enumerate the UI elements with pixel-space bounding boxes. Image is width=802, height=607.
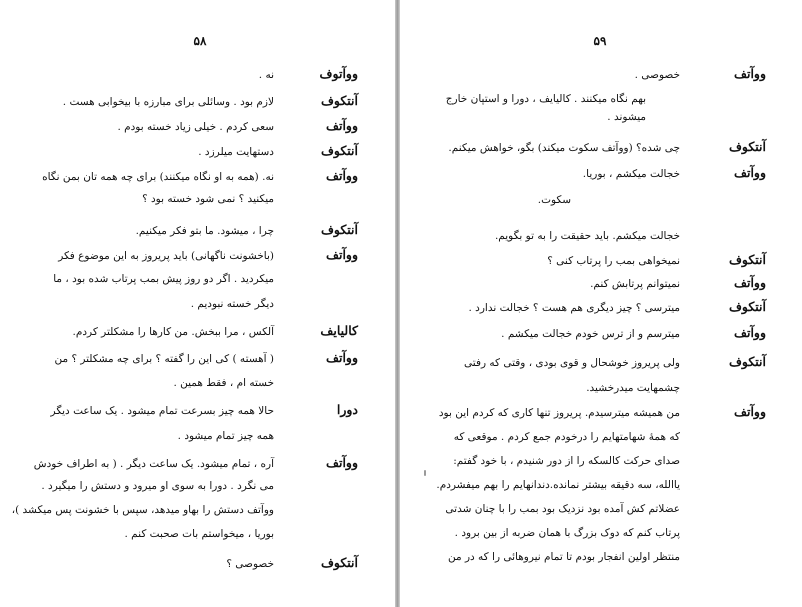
dialogue-line: چشمهایت میدرخشید. (586, 382, 680, 394)
speaker-name: ووآتف (734, 404, 766, 419)
speaker-name: ووآتف (326, 455, 358, 470)
right-page (404, 0, 796, 607)
speaker-name: آنتکوف (320, 555, 358, 570)
dialogue-line: نمیخواهی بمب را پرتاب کنی ؟ (547, 255, 680, 267)
dialogue-line: (باخشونت ناگهانی) باید پریروز به این موضوع فکر (58, 250, 274, 262)
speaker-name: آنتکوف (728, 139, 766, 154)
dialogue-line: میترسی ؟ چیز دیگری هم هست ؟ خجالت ندارد . (468, 302, 680, 314)
speaker-name: ووآتف (326, 168, 358, 183)
page-number: ۵۹ (593, 34, 607, 48)
dialogue-line: بوریا ، میخواستم بات صحبت کنم . (124, 528, 274, 540)
dialogue-line: ووآتف دستش را بهاو میدهد، سپس با خشونت پس میکشد )، (11, 504, 274, 516)
dialogue-line: می نگرد . دورا به سوی او میرود و دستش را میگیرد . (41, 480, 274, 492)
speaker-name: آنتکوف (728, 299, 766, 314)
dialogue-line: نه . (258, 69, 274, 81)
dialogue-line: دستهایت میلرزد . (198, 146, 274, 158)
speaker-name: کالیایف (320, 323, 358, 338)
dialogue-line: نمیتوانم پرتابش کنم. (590, 278, 680, 290)
speaker-name: آنتکوف (320, 222, 358, 237)
dialogue-line: آره ، تمام میشود. یک ساعت دیگر . ( به اطراف خودش (33, 458, 274, 470)
dialogue-line: سکوت. (537, 194, 571, 206)
speaker-name: آنتکوف (728, 252, 766, 267)
dialogue-line: میکنید ؟ نمی شود خسته بود ؟ (142, 193, 274, 205)
dialogue-line: نه. (همه به او نگاه میکنند) برای چه همه تان بمن نگاه (42, 171, 274, 183)
page-smudge (424, 470, 426, 476)
dialogue-line: دیگر خسته نبودیم . (190, 298, 274, 310)
dialogue-line: میشوند . (607, 111, 646, 123)
dialogue-line: خصوصی ؟ (226, 558, 274, 570)
speaker-name: ووآتف (734, 165, 766, 180)
dialogue-line: لازم بود . وسائلی برای مبارزه با بیخوابی هست . (62, 96, 274, 108)
dialogue-line: میکردید . اگر دو روز پیش بمب پرتاب شده بود ، ما (53, 273, 274, 285)
dialogue-line: صدای حرکت کالسکه را از دور شنیدم ، با خود گفتم: (453, 455, 680, 467)
dialogue-line: که همهٔ شهامتهایم را درخودم جمع کردم . موقعی که (453, 431, 680, 443)
speaker-name: ووآتف (326, 118, 358, 133)
dialogue-line: خجالت میکشم ، بوریا. (582, 168, 680, 180)
dialogue-line: من همیشه میترسیدم. پریروز تنها کاری که کردم این بود (438, 407, 680, 419)
dialogue-line: یاالله، سه دقیقه بیشتر نمانده.دندانهایم را بهم میفشردم. (436, 479, 680, 491)
speaker-name: ووآتوف (319, 66, 358, 81)
speaker-name: ووآتف (326, 247, 358, 262)
dialogue-line: همه چیز تمام میشود . (177, 430, 274, 442)
dialogue-line: خصوصی . (634, 69, 680, 81)
page-number: ۵۸ (193, 34, 207, 48)
dialogue-line: آلکس ، مرا ببخش. من کارها را مشکلتر کردم. (72, 326, 274, 338)
speaker-name: آنتکوف (320, 93, 358, 108)
book-gutter (395, 0, 400, 607)
speaker-name: ووآتف (326, 350, 358, 365)
dialogue-line: ولی پریروز خوشحال و قوی بودی ، وقتی که رفتی (464, 357, 680, 369)
dialogue-line: خجالت میکشم. باید حقیقت را به تو بگویم. (494, 230, 680, 242)
dialogue-line: چرا ، میشود. ما بتو فکر میکنیم. (135, 225, 274, 237)
dialogue-line: ( آهسته ) کی این را گفته ؟ برای چه مشکلتر ؟ من (54, 353, 274, 365)
dialogue-line: پرتاب کنم که دوک بزرگ با همان ضربه از بین برود . (454, 527, 680, 539)
dialogue-line: خسته ام ، فقط همین . (173, 377, 274, 389)
dialogue-line: حالا همه چیز بسرعت تمام میشود . یک ساعت دیگر (50, 405, 274, 417)
speaker-name: ووآتف (734, 66, 766, 81)
dialogue-line: چی شده؟ (ووآتف سکوت میکند) بگو، خواهش میکنم. (448, 142, 680, 154)
speaker-name: دورا (336, 402, 358, 417)
left-page (8, 0, 392, 607)
dialogue-line: میترسم و از ترس خودم خجالت میکشم . (501, 328, 680, 340)
speaker-name: آنتکوف (320, 143, 358, 158)
dialogue-line: بهم نگاه میکنند . کالیایف ، دورا و استپان خارج (445, 93, 646, 105)
speaker-name: ووآتف (734, 275, 766, 290)
speaker-name: ووآتف (734, 325, 766, 340)
dialogue-line: عضلاتم کش آمده بود نزدیک بود بمب را با چنان شدتی (445, 503, 680, 515)
dialogue-line: منتظر اولین انفجار بودم تا تمام نیروهائی را که در من (448, 551, 680, 563)
speaker-name: آنتکوف (728, 354, 766, 369)
dialogue-line: سعی کردم . خیلی زیاد خسته بودم . (117, 121, 274, 133)
